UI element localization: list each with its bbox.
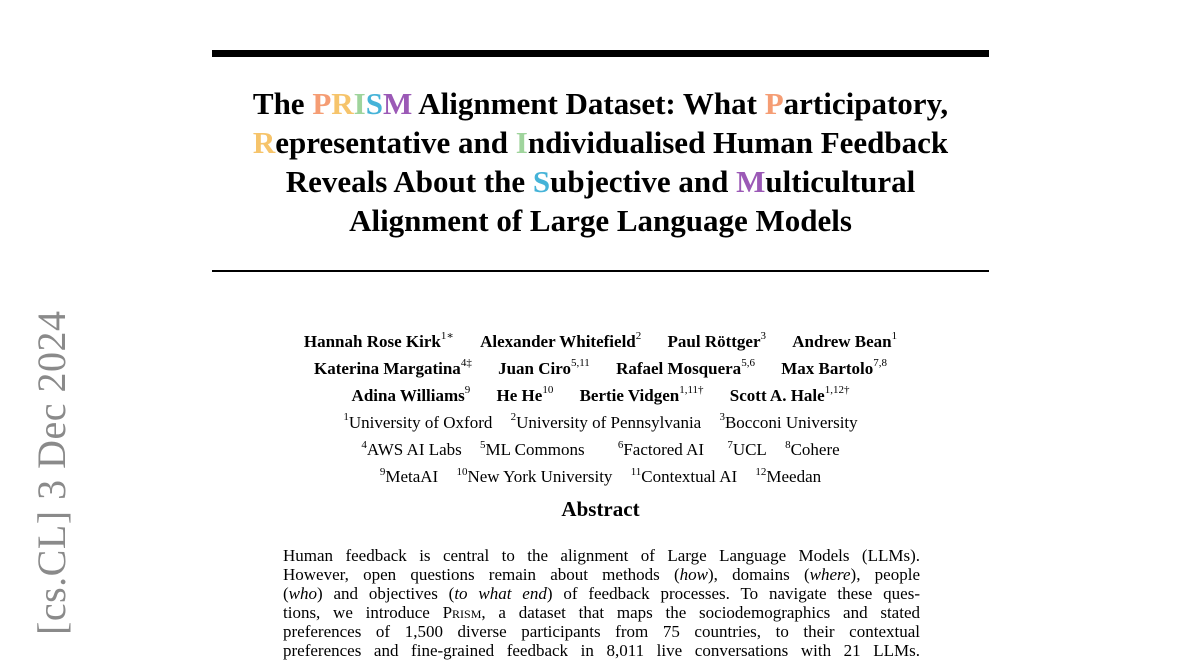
title-line-3 [212, 162, 989, 201]
arxiv-side-stamp: [cs.CL] 3 Dec 2024 [29, 310, 74, 635]
title-line-1 [212, 84, 989, 123]
title-letter-s: S [365, 86, 383, 121]
author-name: Adina Williams$^9$ [351, 384, 471, 405]
abstract-line: preferences and fine-grained feedback in 8,011 live conversations with 21 LLMs. [283, 641, 920, 660]
author-name: Juan Ciro$^{5,11}$ [498, 357, 590, 378]
title-letter-i: I [515, 125, 528, 160]
affiliation: $^{11}$Contextual AI [630, 465, 738, 487]
title-bottom-rule [212, 270, 989, 272]
author-name: Scott A. Hale$^{1,12\dagger}$ [729, 384, 850, 405]
author-name: Katerina Margatina$^{4\ddagger}$ [313, 357, 472, 378]
affiliation-row [212, 407, 989, 434]
title-line-2 [212, 123, 989, 162]
affiliation: $^7$UCL [727, 438, 767, 460]
paper-title [212, 84, 989, 240]
author-row [212, 326, 989, 353]
author-row [212, 353, 989, 380]
abstract-line: Human feedback is central to the alignment of Large Language Models (LLMs). [283, 546, 920, 565]
author-name: Alexander Whitefield$^2$ [480, 330, 642, 351]
affiliation: $^2$University of Pennsylvania [510, 411, 702, 433]
title-letter-m: M [736, 164, 766, 199]
title-letter-m: M [382, 86, 413, 121]
author-name: Bertie Vidgen$^{1,11\dagger}$ [579, 384, 704, 405]
title-line-4: Alignment of Large Language Models [349, 203, 852, 238]
title-text: epresentative and [275, 125, 516, 160]
affiliation: $^8$Cohere [785, 438, 840, 460]
abstract-line: tions, we introduce Prism, a dataset that maps the sociodemographics and stated [283, 603, 920, 622]
title-top-rule [212, 50, 989, 57]
author-row [212, 380, 989, 407]
author-name: Hannah Rose Kirk$^{1∗}$ [303, 330, 454, 351]
title-text: ubjective and [550, 164, 737, 199]
title-letter-p: P [764, 86, 784, 121]
author-block [212, 326, 989, 489]
title-letter-r: R [252, 125, 276, 160]
author-name: Max Bartolo$^{7,8}$ [781, 357, 888, 378]
abstract-line: (who) and objectives (to what end) of feedback processes. To navigate these ques- [283, 584, 920, 603]
affiliation: $^9$MetaAI [379, 465, 439, 487]
title-text: ulticultural [765, 164, 916, 199]
affiliation-row [212, 435, 989, 462]
title-text: ndividualised Human Feedback [527, 125, 949, 160]
abstract-line: However, open questions remain about methods (how), domains (where), people [283, 565, 920, 584]
affiliation: $^5$ML Commons [480, 438, 585, 460]
title-letter-s: S [532, 164, 551, 199]
title-letter-r: R [331, 86, 354, 121]
author-name: Rafael Mosquera$^{5,6}$ [616, 357, 755, 378]
affiliation: $^1$University of Oxford [343, 411, 493, 433]
title-text: Reveals About the [285, 164, 533, 199]
affiliation-row [212, 462, 989, 489]
abstract-heading: Abstract [561, 497, 640, 521]
title-text: Alignment Dataset: What [412, 86, 765, 121]
title-letter-p: P [312, 86, 332, 121]
abstract-body [283, 546, 920, 660]
affiliation: $^{12}$Meedan [755, 465, 822, 487]
title-text: The [252, 86, 313, 121]
author-name: Andrew Bean$^1$ [792, 330, 898, 351]
author-name: He He$^{10}$ [496, 384, 554, 405]
affiliation: $^3$Bocconi University [719, 411, 858, 433]
abstract-line: preferences of 1,500 diverse participants from 75 countries, to their contextual [283, 622, 920, 641]
title-text: articipatory, [783, 86, 949, 121]
affiliation: $^4$AWS AI Labs [361, 438, 462, 460]
affiliation: $^{10}$New York University [456, 465, 613, 487]
title-letter-i: I [353, 86, 366, 121]
author-name: Paul Röttger$^3$ [667, 330, 767, 351]
affiliation: $^6$Factored AI [617, 438, 705, 460]
